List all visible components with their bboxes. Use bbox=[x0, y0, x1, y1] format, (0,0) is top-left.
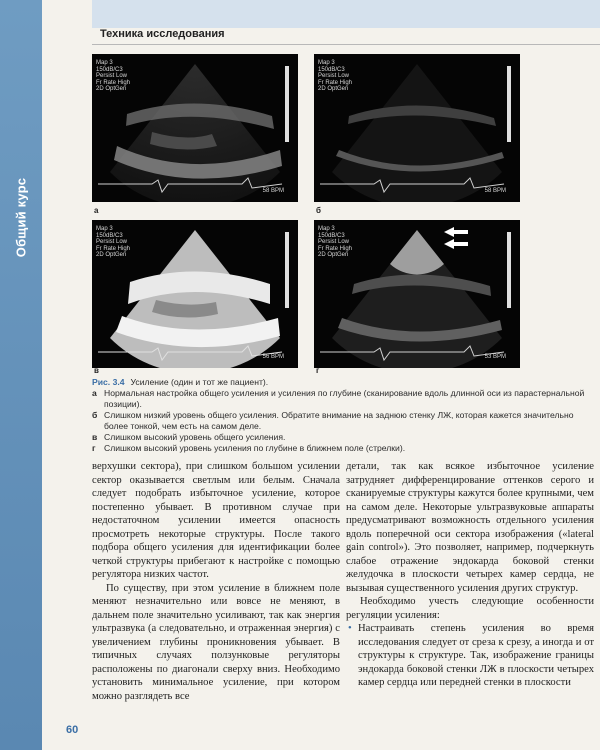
header-band bbox=[92, 0, 600, 28]
heart-rate: 56 BPM bbox=[262, 353, 284, 360]
body-column-right bbox=[346, 460, 594, 690]
panel-settings: Map 3 150dB/C3 Persist Low Fr Rate High 2D OptGen bbox=[96, 60, 131, 92]
paragraph: верхушки сектора), при слишком большом усилении сектор оказывается светлым или белым. Сначала следует подобрать избыточное усиление, которое постепенно убывает. В противном случае при недостаточном усилении имеется опасность просмотреть некоторые структуры. После такого подбора общего усиления для идентификации более четкой структуры прибегают к настройке с помощью регулятора низких частот. bbox=[92, 461, 340, 580]
echo-panel-b bbox=[314, 54, 520, 202]
caption-item: а Нормальная настройка общего усиления и усиления по глубине (сканирование вдоль длинной оси из парастернальной позиции). bbox=[92, 388, 585, 409]
figure-title: Усиление (один и тот же пациент). bbox=[130, 377, 269, 387]
panel-settings: Map 3 150dB/C3 Persist Low Fr Rate High 2D OptGen bbox=[96, 226, 131, 258]
panel-settings: Map 3 150dB/C3 Persist Low Fr Rate High 2D OptGen bbox=[318, 226, 353, 258]
sidebar-section-label: Общий курс bbox=[13, 177, 29, 258]
arrow-icon bbox=[442, 224, 502, 264]
echo-panel-d bbox=[314, 220, 520, 368]
echo-panel-a bbox=[92, 54, 298, 202]
heart-rate: 58 BPM bbox=[484, 187, 506, 194]
heart-rate: 58 BPM bbox=[262, 187, 284, 194]
caption-item: б Слишком низкий уровень общего усиления. Обратите внимание на заднюю стенку ЛЖ, которая кажется значительно более тонкой, чем есть на самом деле. bbox=[92, 410, 574, 431]
bullet-list bbox=[346, 622, 594, 690]
running-head: Техника исследования bbox=[100, 28, 225, 40]
panel-letter: г bbox=[316, 366, 320, 375]
heart-rate: 53 BPM bbox=[484, 353, 506, 360]
page-number: 60 bbox=[66, 724, 79, 736]
panel-letter: в bbox=[94, 366, 99, 375]
list-item: • Настраивать степень усиления во время исследования следует от среза к срезу, а иногда и от структуры к структуре. Так, изображение границы эндокарда боковой стенки ЛЖ в плоскости четырех камер сердца или передней стенки в плоскости bbox=[358, 622, 594, 690]
paragraph: По существу, при этом усиление в ближнем поле меняют незначительно или вовсе не меняют, в дальнем поле значительно усиливают, так как энергия ультразвука (а следовательно, и отраженная энергия) с увеличением глубины проникновения убывает. В типичных случаях ползунковые регуляторы расположены по диагонали сверху вниз. Необходимо установить минимальное усиление, при котором можно разглядеть все bbox=[92, 582, 340, 702]
caption-item: в Слишком высокий уровень общего усиления. bbox=[92, 432, 286, 442]
echo-panel-c bbox=[92, 220, 298, 368]
panel-letter: б bbox=[316, 206, 321, 215]
header-divider bbox=[92, 44, 600, 45]
panel-settings: Map 3 150dB/C3 Persist Low Fr Rate High 2D OptGen bbox=[318, 60, 353, 92]
paragraph: Необходимо учесть следующие особенности регуляции усиления: bbox=[346, 596, 594, 621]
figure-label: Рис. 3.4 bbox=[92, 377, 125, 387]
panel-letter: а bbox=[94, 206, 99, 215]
caption-item: г Слишком высокий уровень усиления по глубине в ближнем поле (стрелки). bbox=[92, 443, 406, 453]
paragraph: детали, так как всякое избыточное усиление затрудняет дифференцирование оттенков серого и сканируемые структуры кажутся более крупными, чем на самом деле. Некоторые ультразвуковые аппараты предусматривают возможность отдельного усиления вдоль поперечной оси сектора изображения («lateral gain control»). Это позволяет, например, подчеркнуть слабое отражение эндокарда боковой стенки желудочка в плоскости четырех камер сердца, не вызывая существенного усиления других структур. bbox=[346, 461, 594, 594]
body-column-left bbox=[92, 460, 340, 703]
figure-caption bbox=[92, 377, 592, 454]
sidebar-band bbox=[0, 0, 42, 750]
